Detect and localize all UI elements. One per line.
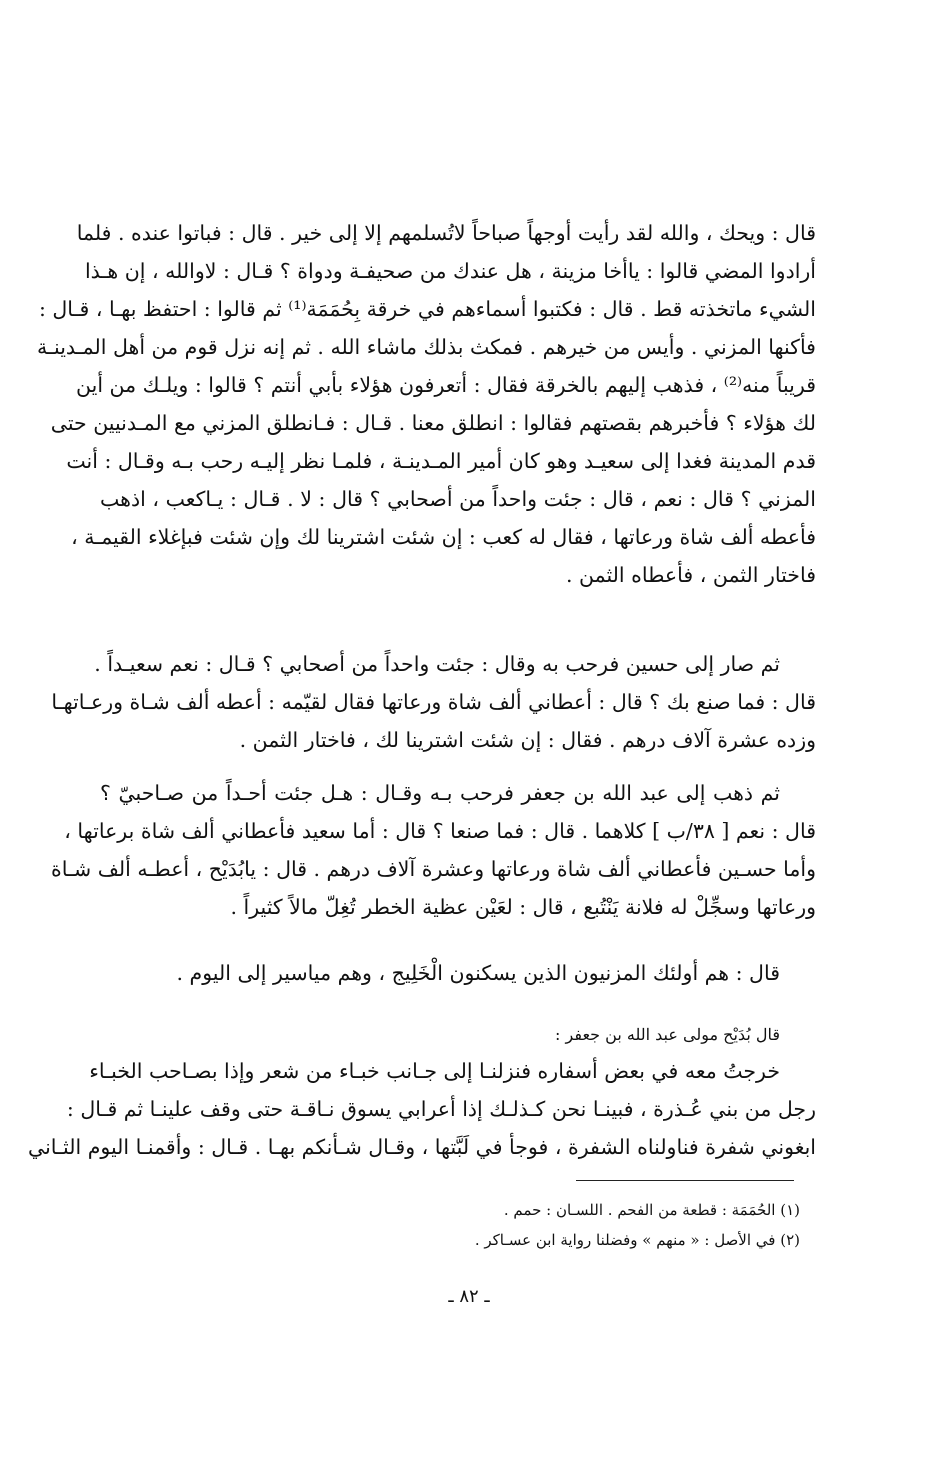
footnote-divider xyxy=(576,1180,794,1181)
text-line: فأعطه ألف شاة ورعاتها ، فقال له كعب : إن شئت اشترينا لك وإن شئت فبإغلاء القيمـة ، xyxy=(71,525,816,549)
text-line: قال : هم أولئك المزنيون الذين يسكنون الْخَلِيج ، وهم مياسير إلى اليوم . xyxy=(176,961,780,985)
text-line: قال : نعم [ ٣٨/ب ] كلاهما . قال : فما صنعا ؟ قال : أما سعيد فأعطاني ألف شاة برعاتها ، xyxy=(64,819,816,843)
text-line: قال : ويحك ، والله لقد رأيت أوجهاً صباحاً لاتُسلمهم إلا إلى خير . قال : فباتوا عنده . فلما xyxy=(76,221,816,245)
text-line: قريباً منه⁽²⁾ ، فذهب إليهم بالخرقة فقال : أتعرفون هؤلاء بأبي أنتم ؟ قالوا : ويلـك من أين xyxy=(76,373,816,397)
footnote-2: (٢) في الأصل : « منهم » وفضلنا رواية ابن عسـاكر . xyxy=(474,1231,800,1249)
text-line: فأكنها المزني . وأيس من خيرهم . فمكث بذلك ماشاء الله . ثم إنه نزل قوم من أهل المـدينـة xyxy=(37,335,816,359)
paragraph-2 xyxy=(51,645,816,759)
text-line: فاختار الثمن ، فأعطاه الثمن . xyxy=(565,563,816,587)
paragraph-4 xyxy=(100,954,816,992)
text-line: رجل من بني عُـذرة ، فبينـا نحن كـذلـك إذا أعرابي يسوق نـاقـة حتى وقف علينـا ثم قـال : xyxy=(66,1097,816,1121)
page-number: ـ ٨٢ ـ xyxy=(448,1286,490,1307)
text-line: ثم ذهب إلى عبد الله بن جعفر فرحب بـه وقـال : هـل جئت أحـداً من صـاحبيّ ؟ xyxy=(100,781,780,805)
text-line: ابغوني شفرة فناولناه الشفرة ، فوجأ في لَبَّتها ، وقـال شـأنكم بهـا . قـال : وأقمنـا اليوم الثـاني xyxy=(28,1135,816,1159)
text-line: ورعاتها وسجِّلْ له فلانة يَنْتُبع ، قال : لعَيْن عظية الخطر تُغِلّ مالاً كثيراً . xyxy=(230,895,816,919)
text-line: خرجتُ معه في بعض أسفاره فنزلنـا إلى جـانب خبـاء من شعر وإذا بصـاحب الخبـاء xyxy=(89,1059,780,1083)
text-line: أرادوا المضي قالوا : ياأخا مزينة ، هل عندك من صحيفـة ودواة ؟ قـال : لاوالله ، إن هـذا xyxy=(84,259,816,283)
text-line: قدم المدينة فغدا إلى سعيـد وهو كان أمير المـدينـة ، فلمـا نظر إليـه رحب بـه وقـال : أنت xyxy=(66,449,816,473)
footnotes xyxy=(300,1195,800,1255)
section-budayh xyxy=(28,1018,816,1166)
text-line: ثم صار إلى حسين فرحب به وقال : جئت واحداً من أصحابي ؟ قـال : نعم سعيـداً . xyxy=(94,652,780,676)
text-line: وزده عشرة آلاف درهم . فقال : إن شئت اشترينا لك ، فاختار الثمن . xyxy=(239,728,816,752)
text-line: لك هؤلاء ؟ فأخبرهم بقصتهم فقالوا : انطلق معنا . قـال : فـانطلق المزني مع المـدنيين حتى xyxy=(50,411,816,435)
text-line: المزني ؟ قال : نعم ، قال : جئت واحداً من أصحابي ؟ قال : لا . قـال : يـاكعب ، اذهب xyxy=(100,487,816,511)
paragraph-3 xyxy=(51,774,816,926)
text-line: وأما حسـين فأعطاني ألف شاة ورعاتها وعشرة آلاف درهم . قال : يابُدَيْح ، أعطـه ألف شـاة xyxy=(51,857,816,881)
text-line: قال : فما صنع بك ؟ قال : أعطاني ألف شاة ورعاتها فقال لقيّمه : أعطه ألف شـاة ورعـاتهـا xyxy=(51,690,816,714)
paragraph-1 xyxy=(37,214,816,594)
text-line: الشيء ماتخذته قط . قال : فكتبوا أسماءهم في خرقة بِحُمَمَة⁽¹⁾ ثم قالوا : احتفظ بهـا ، قـال : xyxy=(38,297,816,321)
footnote-1: (١) الحُمَمَة : قطعة من الفحم . اللسـان : حمم . xyxy=(503,1201,800,1219)
section-heading: قال بُدَيْح مولى عبد الله بن جعفر : xyxy=(555,1025,780,1044)
